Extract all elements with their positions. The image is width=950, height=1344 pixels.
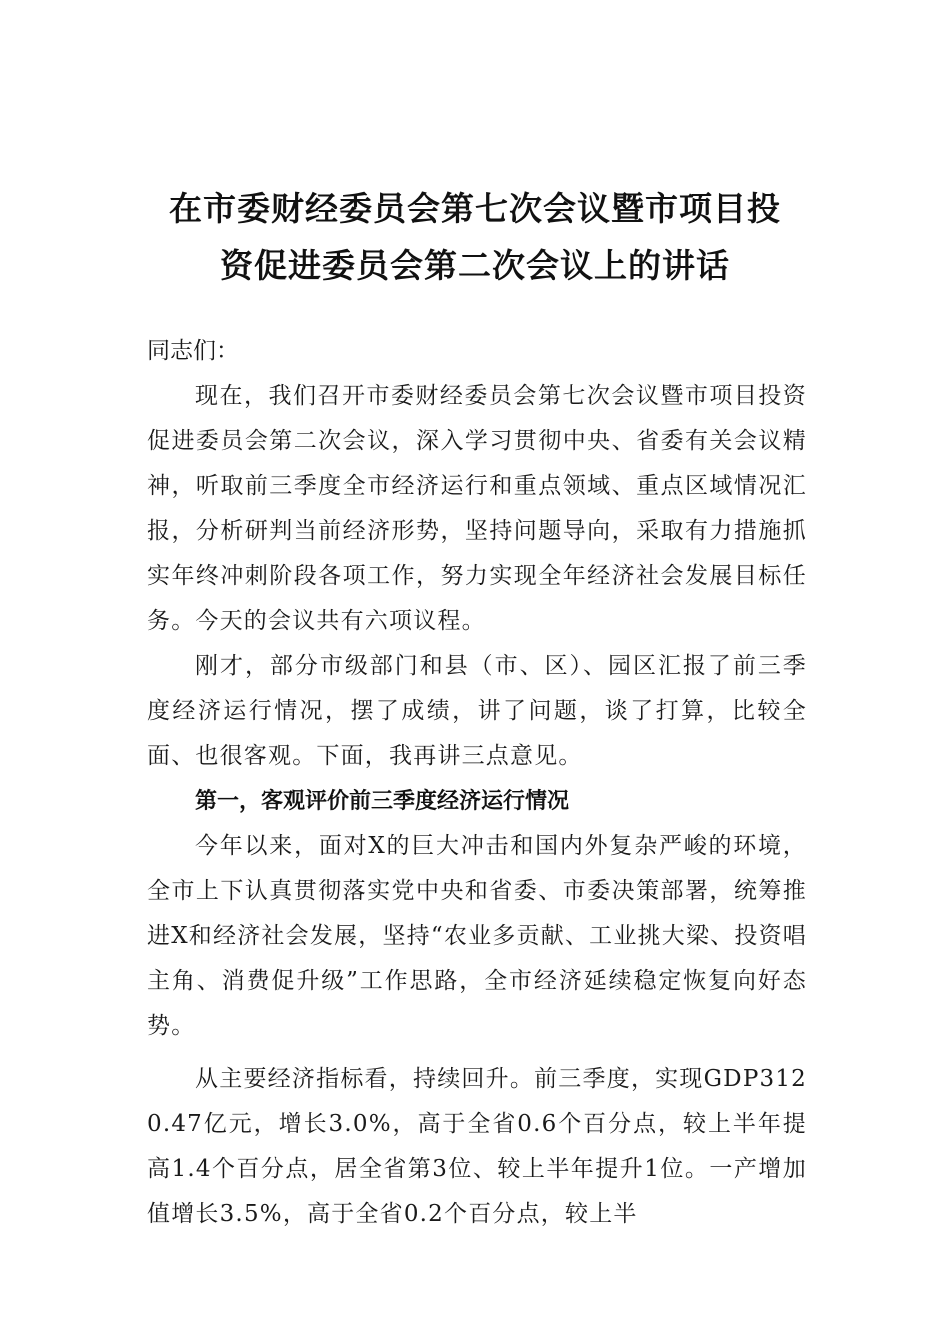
paragraph-section-1-indicators: 从主要经济指标看，持续回升。前三季度，实现GDP3120.47亿元，增长3.0%，高于全省0.6个百分点，较上半年提高1.4个百分点，居全省第3位、较上半年提升1位。一产增加值增长3.5%，高于全省0.2个百分点，较上半 xyxy=(147,1066,807,1227)
salutation: 同志们： xyxy=(147,338,239,364)
title-line-2: 资促进委员会第二次会议上的讲话 xyxy=(220,246,730,286)
title-line-1: 在市委财经委员会第七次会议暨市项目投 xyxy=(169,189,781,229)
document-body xyxy=(147,329,807,1237)
document-title xyxy=(120,180,830,294)
paragraph-gap xyxy=(147,1049,807,1057)
paragraph-section-1-intro: 今年以来，面对X的巨大冲击和国内外复杂严峻的环境，全市上下认真贯彻落实党中央和省委、市委决策部署，统筹推进X和经济社会发展，坚持“农业多贡献、工业挑大梁、投资唱主角、消费促升级”工作思路，全市经济延续稳定恢复向好态势。 xyxy=(147,833,807,1039)
paragraph-reports: 刚才，部分市级部门和县（市、区）、园区汇报了前三季度经济运行情况，摆了成绩，讲了问题，谈了打算，比较全面、也很客观。下面，我再讲三点意见。 xyxy=(147,653,807,769)
paragraph-opening: 现在，我们召开市委财经委员会第七次会议暨市项目投资促进委员会第二次会议，深入学习贯彻中央、省委有关会议精神，听取前三季度全市经济运行和重点领域、重点区域情况汇报，分析研判当前经济形势，坚持问题导向，采取有力措施抓实年终冲刺阶段各项工作，努力实现全年经济社会发展目标任务。今天的会议共有六项议程。 xyxy=(147,383,807,634)
section-heading-1: 第一，客观评价前三季度经济运行情况 xyxy=(195,789,570,814)
